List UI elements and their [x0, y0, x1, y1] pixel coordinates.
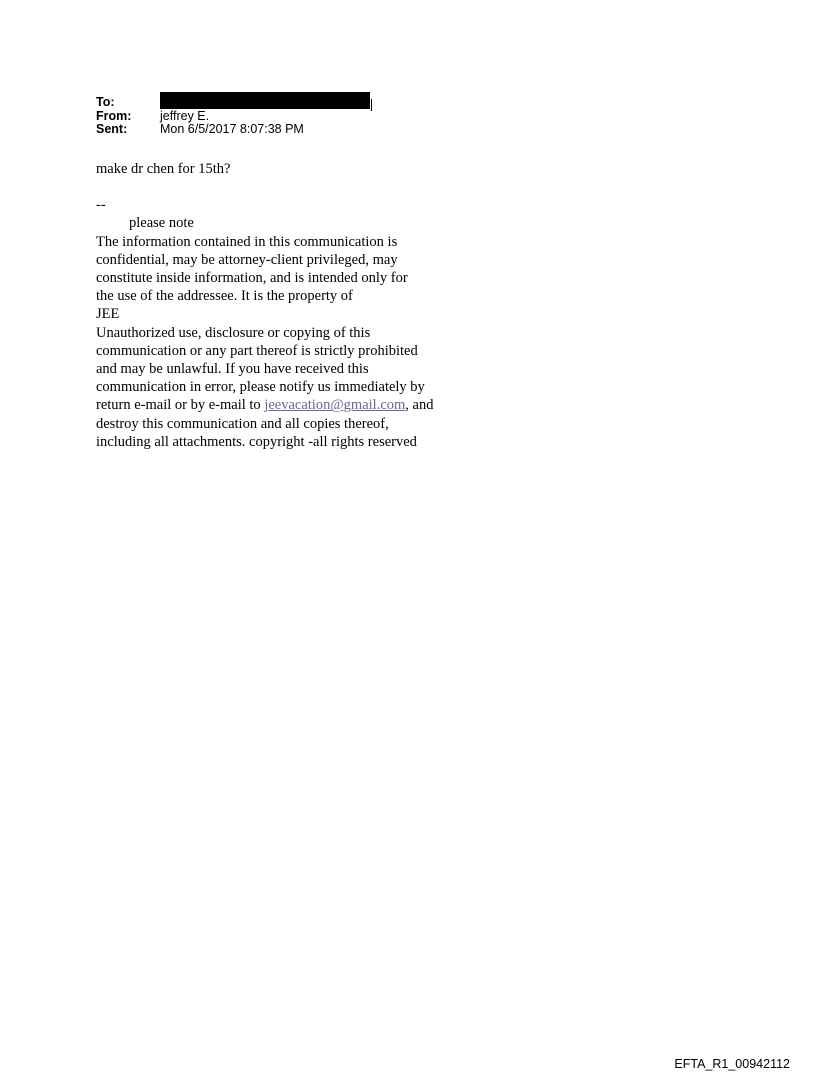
message-text: make dr chen for 15th? [96, 161, 231, 177]
to-row [96, 96, 372, 110]
disclaimer-line: destroy this communication and all copies thereof, [96, 415, 389, 432]
redaction-box [160, 92, 370, 109]
disclaimer-email-line [96, 396, 476, 414]
disclaimer-line: The information contained in this communication is [96, 233, 398, 250]
from-value: jeffrey E. [160, 108, 210, 123]
sent-label: Sent: [96, 122, 128, 136]
disclaimer-line: confidential, may be attorney-client privileged, may [96, 251, 398, 268]
email-line-suffix: , and [405, 397, 434, 414]
document-id: EFTA_R1_00942112 [674, 1057, 790, 1071]
email-header [96, 96, 372, 137]
disclaimer-line: including all attachments. copyright -all rights reserved [96, 433, 417, 450]
disclaimer-line: JEE [96, 306, 120, 323]
email-line-prefix: return e-mail or by e-mail to [96, 397, 265, 414]
sent-row [96, 123, 372, 137]
disclaimer-line: constitute inside information, and is intended only for [96, 270, 408, 287]
to-label: To: [96, 95, 115, 109]
to-value [160, 95, 372, 111]
from-label: From: [96, 108, 132, 123]
signature-separator: -- [96, 197, 106, 214]
sent-value: Mon 6/5/2017 8:07:38 PM [160, 122, 304, 136]
email-link[interactable]: jeevacation@gmail.com [264, 397, 406, 414]
disclaimer-line: the use of the addressee. It is the property of [96, 288, 353, 305]
redaction-edge-mark [371, 99, 372, 111]
email-body [96, 160, 476, 451]
disclaimer-line: and may be unlawful. If you have received this [96, 361, 369, 378]
from-row [96, 110, 372, 124]
signature-note-heading: please note [129, 215, 194, 232]
spacer [96, 178, 476, 196]
disclaimer-line: Unauthorized use, disclosure or copying of this [96, 324, 371, 341]
disclaimer-line: communication in error, please notify us immediately by [96, 379, 425, 396]
disclaimer-line: communication or any part thereof is strictly prohibited [96, 342, 418, 359]
